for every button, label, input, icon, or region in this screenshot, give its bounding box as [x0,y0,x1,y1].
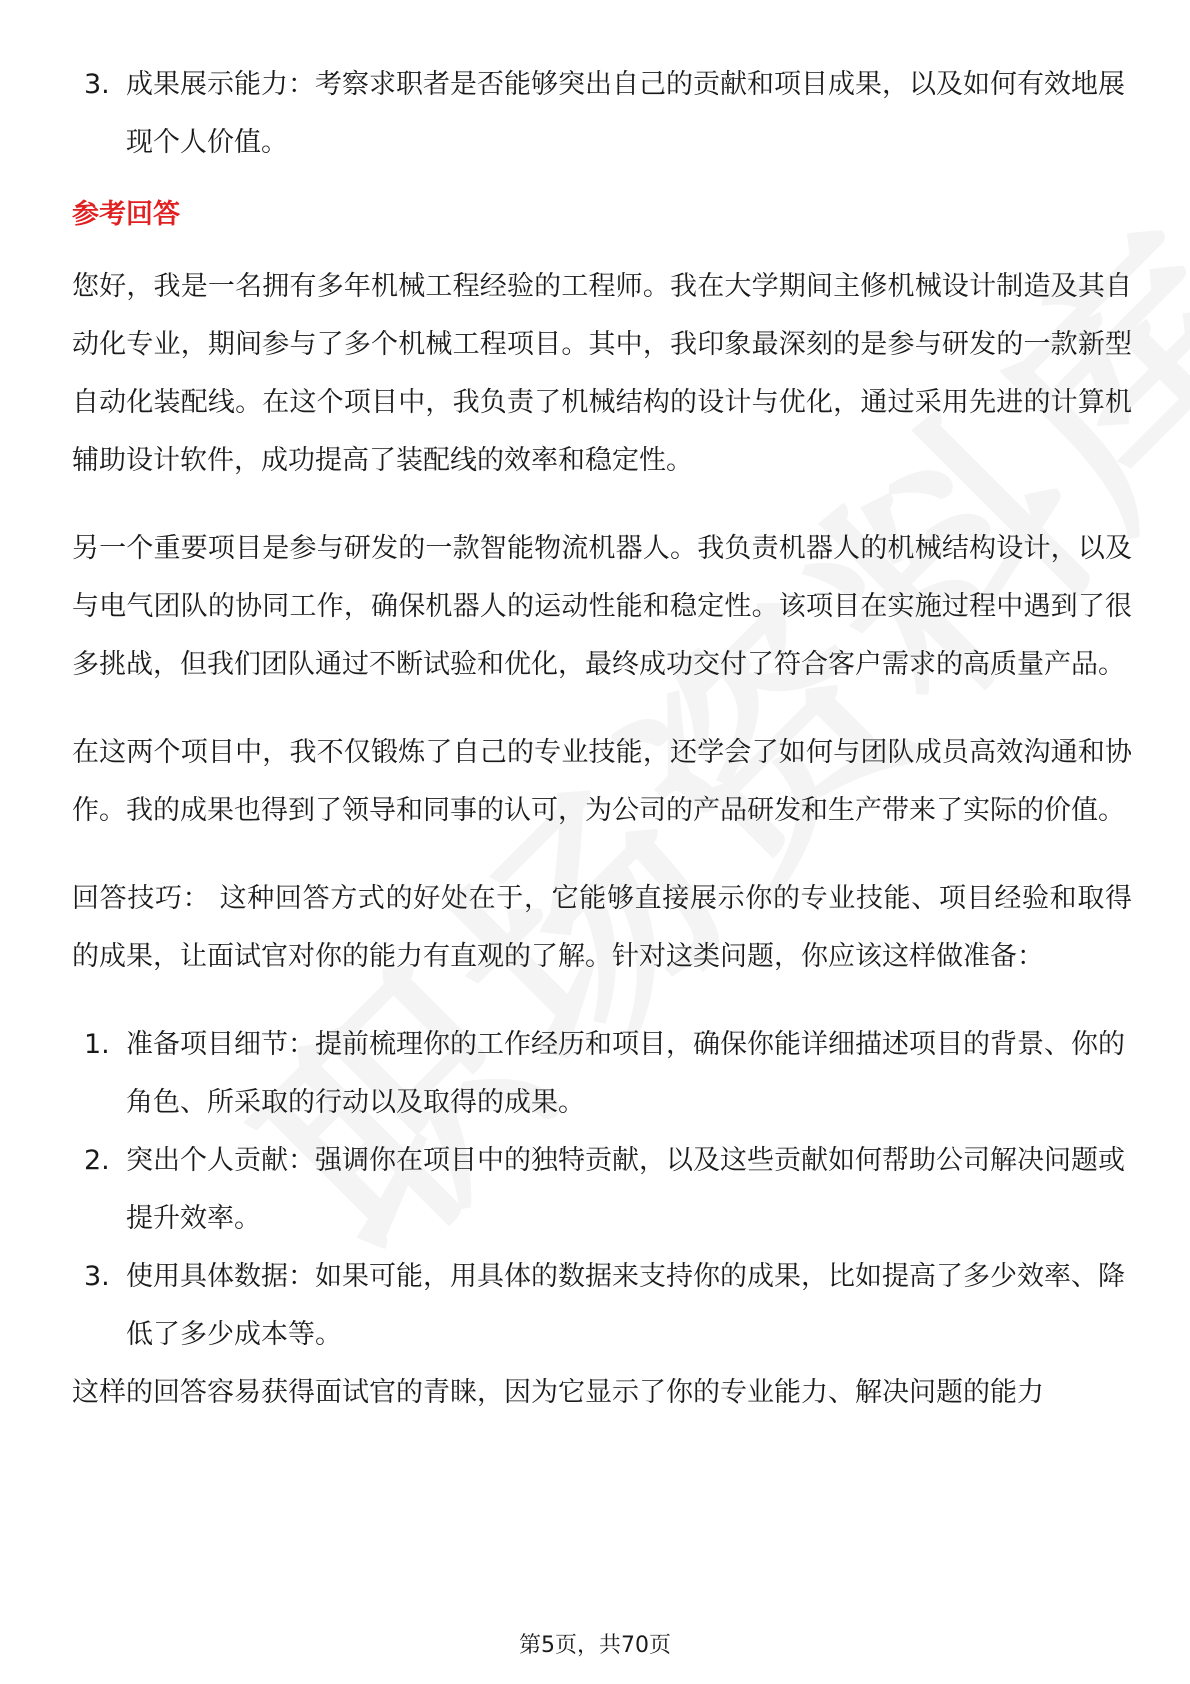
list-item [72,1248,1132,1364]
list-item [72,56,1132,172]
list-item-number: 3. [84,69,110,100]
page-content [72,56,1132,1452]
list-item-label: 成果展示能力： [126,69,315,100]
list-item-text: 如果可能，用具体的数据来支持你的成果，比如提高了多少效率、降低了多少成本等。 [126,1261,1125,1350]
page-footer: 第5页，共70页 [519,1633,671,1658]
tips-numbered-list [72,1016,1132,1364]
section-heading: 参考回答 [72,199,180,230]
list-item-label: 使用具体数据： [126,1261,315,1292]
list-item [72,1016,1132,1132]
list-item-text: 提前梳理你的工作经历和项目，确保你能详细描述项目的背景、你的角色、所采取的行动以及取得的成果。 [126,1029,1125,1118]
list-item-label: 准备项目细节： [126,1029,315,1060]
list-item-number: 2. [84,1145,110,1176]
closing-paragraph: 这样的回答容易获得面试官的青睐，因为它显示了你的专业能力、解决问题的能力 [72,1377,1044,1408]
answer-paragraph-2: 另一个重要项目是参与研发的一款智能物流机器人。我负责机器人的机械结构设计，以及与电气团队的协同工作，确保机器人的运动性能和稳定性。该项目在实施过程中遇到了很多挑战，但我们团队通过不断试验和优化，最终成功交付了符合客户需求的高质量产品。 [72,533,1132,680]
list-item-text: 考察求职者是否能够突出自己的贡献和项目成果，以及如何有效地展现个人价值。 [126,69,1125,158]
tips-intro-paragraph: 回答技巧： 这种回答方式的好处在于，它能够直接展示你的专业技能、项目经验和取得的成果，让面试官对你的能力有直观的了解。针对这类问题，你应该这样做准备： [72,883,1132,972]
list-item-label: 突出个人贡献： [126,1145,315,1176]
list-item-text: 强调你在项目中的独特贡献，以及这些贡献如何帮助公司解决问题或提升效率。 [126,1145,1125,1234]
list-item [72,1132,1132,1248]
answer-paragraph-1: 您好，我是一名拥有多年机械工程经验的工程师。我在大学期间主修机械设计制造及其自动化专业，期间参与了多个机械工程项目。其中，我印象最深刻的是参与研发的一款新型自动化装配线。在这个项目中，我负责了机械结构的设计与优化，通过采用先进的计算机辅助设计软件，成功提高了装配线的效率和稳定性。 [72,271,1132,476]
top-numbered-list [72,56,1132,172]
list-item-number: 1. [84,1029,110,1060]
answer-paragraph-3: 在这两个项目中，我不仅锻炼了自己的专业技能，还学会了如何与团队成员高效沟通和协作。我的成果也得到了领导和同事的认可，为公司的产品研发和生产带来了实际的价值。 [72,737,1132,826]
list-item-number: 3. [84,1261,110,1292]
